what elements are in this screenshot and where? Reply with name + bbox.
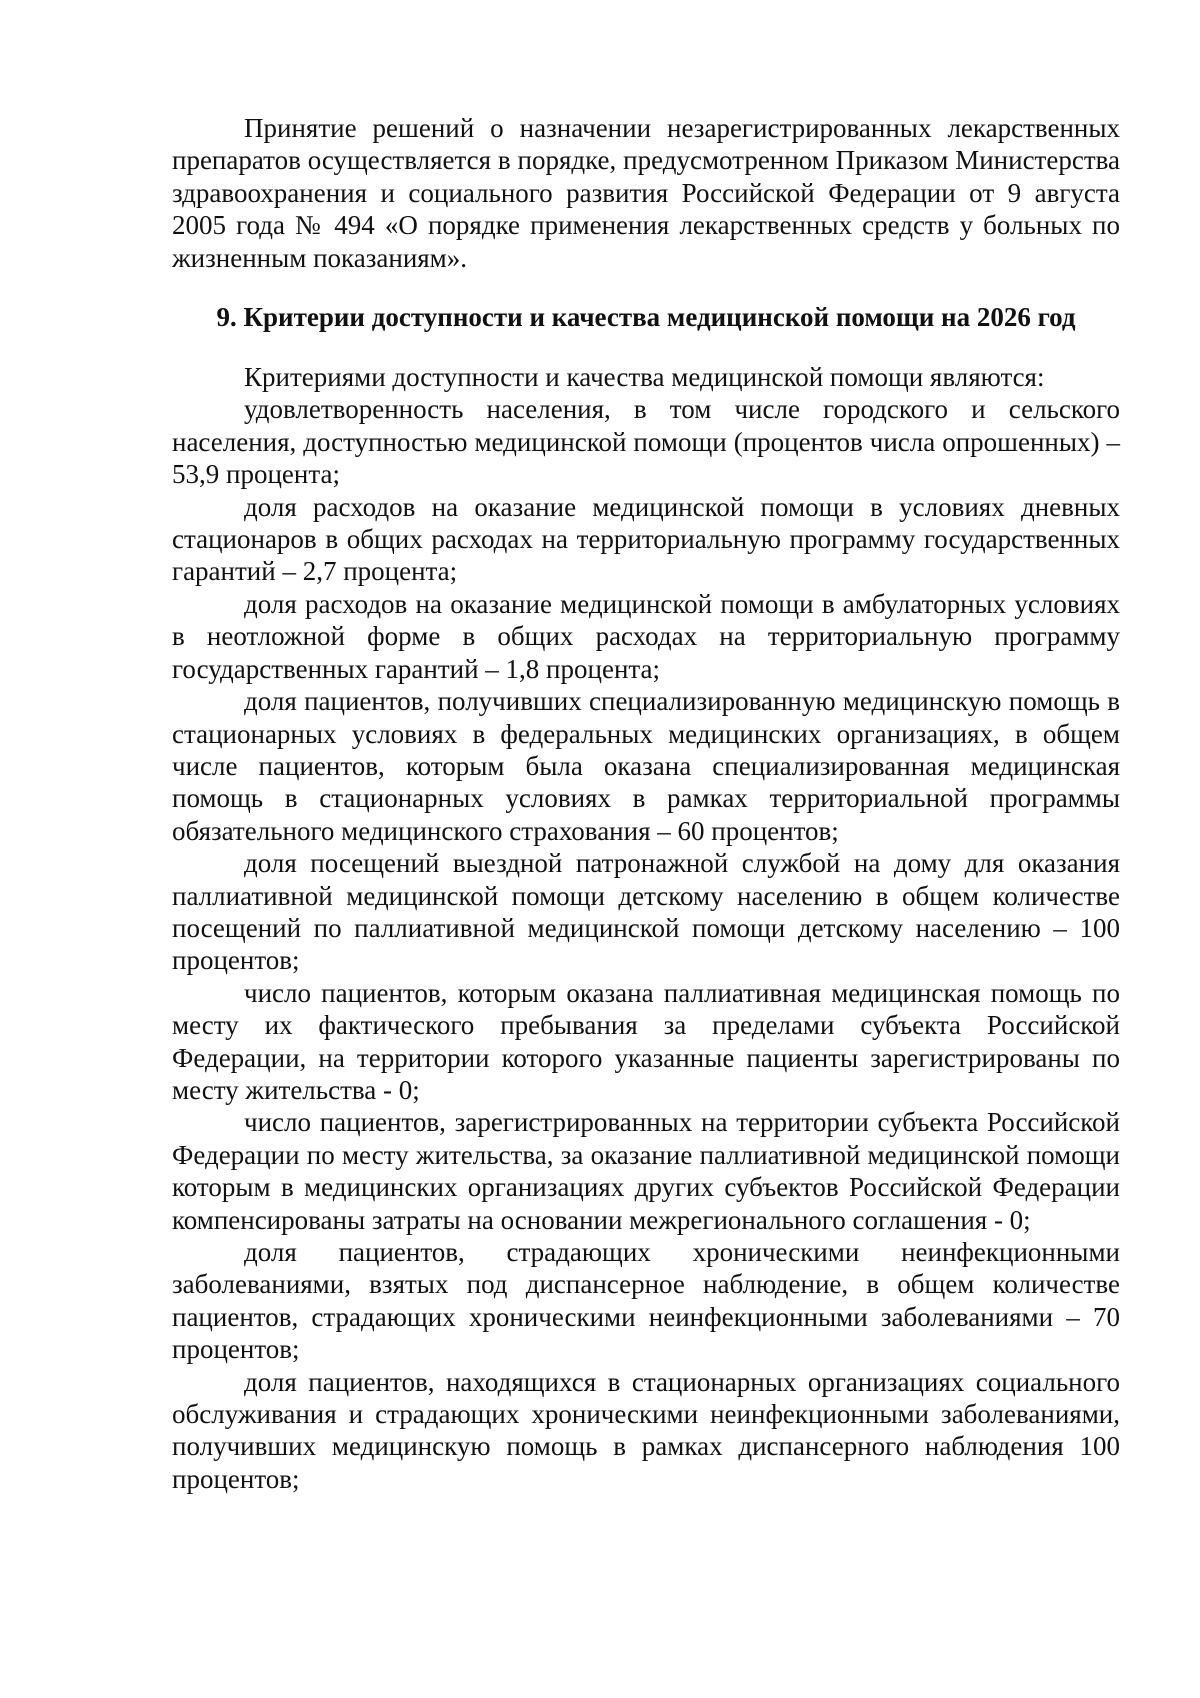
criterion-paragraph: число пациентов, зарегистрированных на территории субъекта Российской Федерации по месту жительства, за оказание паллиативной медицинской помощи которым в медицинских организациях других субъектов Российской Федерации компенсированы затраты на основании межрегионального соглашения - 0; [172, 1107, 1120, 1235]
criterion-paragraph: доля пациентов, страдающих хроническими неинфекционными заболеваниями, взятых под диспансерное наблюдение, в общем количестве пациентов, страдающих хроническими неинфекционными заболеваниями – 70 процентов; [172, 1237, 1120, 1365]
criterion-paragraph: доля расходов на оказание медицинской помощи в условиях дневных стационаров в общих расходах на территориальную программу государственных гарантий – 2,7 процента; [172, 491, 1120, 587]
opening-paragraph: Принятие решений о назначении незарегистрированных лекарственных препаратов осуществляется в порядке, предусмотренном Приказом Министерства здравоохранения и социального развития Российской Федерации от 9 августа 2005 года № 494 «О порядке применения лекарственных средств у больных по жизненным показаниям». [172, 113, 1120, 273]
criterion-paragraph: доля расходов на оказание медицинской помощи в амбулаторных условиях в неотложной форме в общих расходах на территориальную программу государственных гарантий – 1,8 процента; [172, 588, 1120, 684]
page-content [172, 112, 1120, 1495]
section-intro: Критериями доступности и качества медицинской помощи являются: [244, 362, 1045, 393]
section-heading: 9. Критерии доступности и качества медицинской помощи на 2026 год [216, 302, 1076, 333]
criterion-paragraph: доля посещений выездной патронажной службой на дому для оказания паллиативной медицинской помощи детскому населению в общем количестве посещений по паллиативной медицинской помощи детскому населению – 100 процентов; [172, 848, 1120, 976]
criterion-paragraph: число пациентов, которым оказана паллиативная медицинская помощь по месту их фактического пребывания за пределами субъекта Российской Федерации, на территории которого указанные пациенты зарегистрированы по месту жительства - 0; [172, 977, 1120, 1105]
criterion-paragraph: удовлетворенность населения, в том числе городского и сельского населения, доступностью медицинской помощи (процентов числа опрошенных) – 53,9 процента; [172, 394, 1120, 490]
criterion-paragraph: доля пациентов, находящихся в стационарных организациях социального обслуживания и страдающих хроническими неинфекционными заболеваниями, получивших медицинскую помощь в рамках диспансерного наблюдения 100 процентов; [172, 1366, 1120, 1494]
criterion-paragraph: доля пациентов, получивших специализированную медицинскую помощь в стационарных условиях в федеральных медицинских организациях, в общем числе пациентов, которым была оказана специализированная медицинская помощь в стационарных условиях в рамках территориальной программы обязательного медицинского страхования – 60 процентов; [172, 686, 1120, 846]
